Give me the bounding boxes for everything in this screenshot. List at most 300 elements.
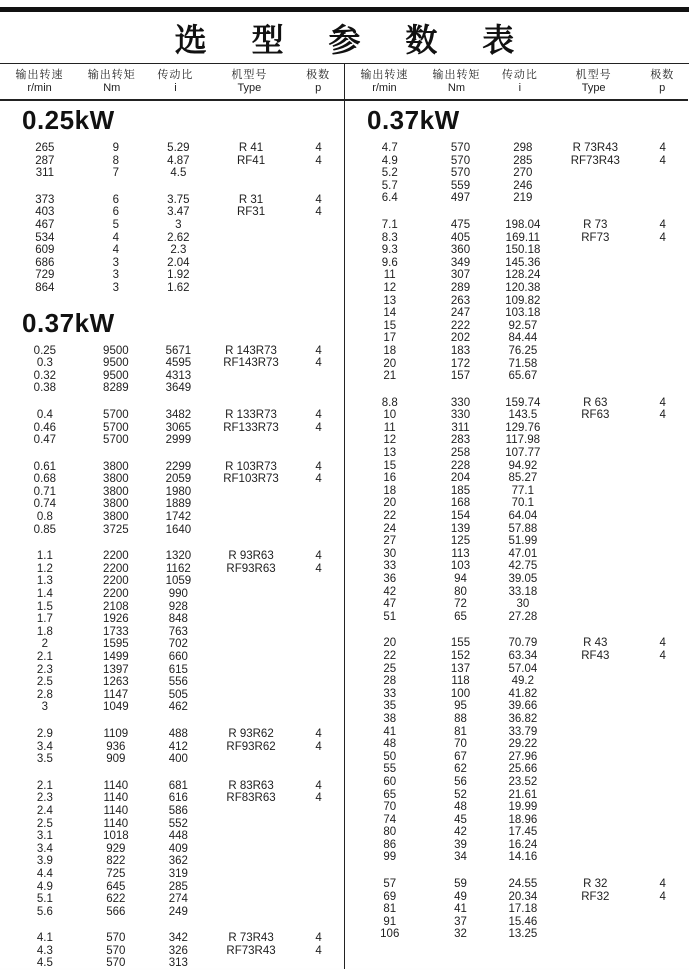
- cell-type: [209, 830, 294, 843]
- cell-poles: 4: [659, 637, 666, 650]
- cell-poles: [637, 851, 688, 864]
- cell-poles: 4: [315, 154, 322, 167]
- cell-ratio: 64.04: [508, 510, 538, 523]
- cell-poles: [293, 167, 344, 180]
- table-row: [351, 650, 688, 663]
- cell-type: [209, 498, 294, 511]
- table-row: [351, 320, 688, 333]
- cell-speed: 0.32: [33, 369, 57, 382]
- cell-speed: 11: [383, 269, 396, 282]
- cell-torque: 8: [112, 154, 120, 167]
- cell-speed: 0.74: [33, 498, 57, 511]
- cell-speed: 33: [383, 560, 397, 573]
- cell-torque: 570: [106, 957, 126, 970]
- cell-type: [553, 434, 637, 447]
- cell-ratio: 103.18: [505, 307, 541, 320]
- cell-ratio: 4595: [165, 357, 192, 370]
- cell-torque: 65: [454, 610, 467, 623]
- cell-ratio: 274: [168, 893, 188, 906]
- cell-type: [553, 663, 637, 676]
- cell-ratio: 2.62: [167, 231, 190, 244]
- cell-type: R 93R63: [228, 550, 274, 563]
- col-header-type: [206, 68, 292, 95]
- cell-type: [209, 843, 294, 856]
- cell-speed: 15: [383, 459, 397, 472]
- cell-type: [553, 789, 637, 802]
- cell-torque: 154: [450, 510, 471, 523]
- table-row: [6, 498, 344, 511]
- cell-type: [553, 358, 637, 371]
- cell-torque: 3800: [103, 498, 129, 511]
- section-heading: 0.37kW: [22, 307, 115, 338]
- cell-torque: 1018: [103, 830, 129, 843]
- cell-type: [553, 928, 637, 941]
- cell-poles: 4: [659, 154, 666, 167]
- cell-torque: 570: [450, 154, 471, 167]
- table-row: [351, 826, 688, 839]
- cell-ratio: 5671: [165, 344, 192, 357]
- cell-speed: 4.5: [36, 957, 53, 970]
- table-row: [351, 789, 688, 802]
- cell-torque: 1140: [103, 817, 129, 830]
- cell-poles: [637, 675, 688, 688]
- cell-poles: [637, 497, 688, 510]
- cell-torque: 566: [106, 905, 126, 918]
- cell-poles: [293, 601, 344, 614]
- cell-ratio: 4.5: [170, 167, 187, 180]
- cell-speed: 609: [35, 244, 55, 257]
- cell-torque: 5700: [103, 421, 129, 434]
- cell-speed: 8.3: [381, 231, 398, 244]
- cell-poles: [293, 906, 344, 919]
- cell-speed: 55: [383, 763, 397, 776]
- table-row: [351, 460, 688, 473]
- cell-ratio: 129.76: [505, 421, 541, 434]
- cell-type: R 133R73: [225, 408, 277, 421]
- cell-speed: 28: [383, 675, 397, 688]
- cell-torque: 3800: [103, 485, 129, 498]
- cell-type: RF32: [581, 890, 610, 903]
- cell-type: [209, 881, 294, 894]
- type-unit: Type: [237, 82, 262, 94]
- table-row: [6, 868, 344, 881]
- cell-type: [209, 244, 294, 257]
- cell-ratio: 145.36: [505, 256, 541, 269]
- cell-poles: 4: [315, 779, 322, 792]
- cell-ratio: 42.75: [508, 560, 538, 573]
- speed-unit: r/min: [372, 82, 397, 94]
- cell-ratio: 1742: [165, 511, 192, 524]
- cell-ratio: 362: [168, 855, 188, 868]
- cell-poles: [637, 663, 688, 676]
- cell-torque: 258: [450, 447, 471, 460]
- table-row: [6, 257, 344, 270]
- cell-type: [553, 814, 637, 827]
- cell-ratio: 1059: [165, 575, 192, 588]
- cell-type: R 31: [238, 193, 264, 206]
- poles-label: 极数: [306, 69, 331, 81]
- cell-poles: 4: [315, 206, 322, 219]
- cell-torque: 1109: [103, 727, 129, 740]
- cell-torque: 289: [450, 281, 471, 294]
- cell-speed: 0.4: [36, 408, 53, 421]
- cell-type: [553, 535, 637, 548]
- table-row: [6, 701, 344, 714]
- cell-ratio: 20.34: [508, 890, 538, 903]
- cell-type: [553, 244, 637, 257]
- table-row: [351, 397, 688, 410]
- cell-type: [553, 460, 637, 473]
- cell-ratio: 505: [168, 688, 188, 701]
- cell-type: [209, 167, 294, 180]
- cell-type: [553, 763, 637, 776]
- cell-type: [209, 957, 294, 970]
- cell-ratio: 219: [513, 192, 533, 205]
- row-group: [6, 409, 344, 447]
- cell-ratio: 159.74: [505, 396, 541, 409]
- cell-speed: 3.9: [36, 855, 53, 868]
- cell-poles: [637, 370, 688, 383]
- cell-type: [209, 818, 294, 831]
- cell-torque: 45: [454, 813, 467, 826]
- table-row: [6, 370, 344, 383]
- cell-type: [209, 434, 294, 447]
- cell-speed: 1.2: [36, 562, 53, 575]
- cell-poles: [293, 805, 344, 818]
- cell-type: [209, 382, 294, 395]
- cell-torque: 3800: [103, 511, 129, 524]
- cell-ratio: 27.28: [508, 610, 538, 623]
- cell-poles: 4: [315, 740, 322, 753]
- cell-poles: [293, 676, 344, 689]
- cell-speed: 21: [383, 370, 397, 383]
- cell-torque: 3: [112, 281, 120, 294]
- table-body-left: [0, 106, 344, 970]
- table-body-right: [345, 106, 688, 941]
- cell-speed: 1.4: [36, 588, 53, 601]
- cell-type: RF93R62: [226, 740, 276, 753]
- table-row: [6, 893, 344, 906]
- cell-speed: 22: [383, 510, 397, 523]
- cell-torque: 185: [450, 484, 471, 497]
- cell-speed: 7.1: [381, 218, 398, 231]
- cell-ratio: 109.82: [505, 294, 541, 307]
- cell-speed: 17: [383, 332, 397, 345]
- table-row: [6, 563, 344, 576]
- cell-ratio: 615: [168, 663, 188, 676]
- cell-speed: 373: [35, 193, 55, 206]
- cell-poles: [637, 447, 688, 460]
- cell-speed: 4.9: [381, 154, 398, 167]
- cell-poles: [637, 332, 688, 345]
- row-group: [351, 219, 688, 383]
- cell-ratio: 448: [168, 830, 188, 843]
- cell-poles: [637, 422, 688, 435]
- cell-ratio: 285: [513, 154, 533, 167]
- cell-speed: 42: [383, 585, 397, 598]
- cell-type: [553, 497, 637, 510]
- cell-ratio: 107.77: [505, 447, 541, 460]
- cell-torque: 3725: [103, 523, 129, 536]
- table-row: [6, 830, 344, 843]
- cell-poles: [293, 855, 344, 868]
- table-row: [351, 598, 688, 611]
- cell-poles: [293, 818, 344, 831]
- cell-torque: 4: [112, 244, 120, 257]
- cell-ratio: 65.67: [508, 370, 538, 383]
- cell-speed: 65: [383, 788, 397, 801]
- cell-speed: 3.4: [36, 842, 53, 855]
- cell-poles: [293, 269, 344, 282]
- table-row: [351, 713, 688, 726]
- table-row: [6, 945, 344, 958]
- cell-poles: 4: [659, 231, 666, 244]
- cell-poles: 4: [315, 792, 322, 805]
- cell-speed: 9.6: [381, 256, 398, 269]
- cell-type: [553, 332, 637, 345]
- row-group: [6, 550, 344, 714]
- cell-speed: 2.5: [36, 676, 53, 689]
- cell-type: [209, 257, 294, 270]
- cell-type: [209, 575, 294, 588]
- cell-speed: 91: [383, 915, 397, 928]
- table-area: [0, 63, 689, 969]
- cell-torque: 936: [106, 740, 126, 753]
- cell-ratio: 57.88: [508, 522, 538, 535]
- table-row: [351, 523, 688, 536]
- table-row: [351, 637, 688, 650]
- cell-ratio: 928: [168, 600, 188, 613]
- type-label: 机型号: [231, 69, 268, 81]
- table-row: [351, 345, 688, 358]
- row-group: [351, 878, 688, 941]
- cell-poles: [637, 763, 688, 776]
- cell-type: [209, 868, 294, 881]
- cell-type: [553, 851, 637, 864]
- cell-torque: 204: [450, 472, 471, 485]
- table-row: [351, 409, 688, 422]
- cell-speed: 5.1: [36, 893, 53, 906]
- cell-speed: 48: [383, 738, 397, 751]
- cell-type: R 63: [583, 396, 608, 409]
- cell-type: [553, 510, 637, 523]
- cell-torque: 360: [450, 244, 471, 257]
- cell-poles: 4: [315, 408, 322, 421]
- cell-poles: [637, 269, 688, 282]
- cell-speed: 729: [35, 269, 55, 282]
- cell-speed: 0.8: [36, 511, 53, 524]
- cell-ratio: 2299: [165, 460, 192, 473]
- ratio-label: 传动比: [157, 69, 194, 81]
- cell-ratio: 19.99: [508, 801, 538, 814]
- cell-ratio: 763: [168, 625, 188, 638]
- cell-poles: [637, 573, 688, 586]
- cell-ratio: 319: [168, 867, 188, 880]
- col-header-ratio: [489, 68, 551, 95]
- cell-torque: 5700: [103, 434, 129, 447]
- cell-poles: [637, 713, 688, 726]
- table-row: [351, 232, 688, 245]
- ratio-unit: i: [174, 82, 177, 94]
- cell-speed: 6.4: [381, 192, 398, 205]
- cell-poles: [637, 560, 688, 573]
- cell-speed: 30: [383, 547, 397, 560]
- poles-unit: p: [315, 82, 322, 94]
- cell-torque: 72: [454, 598, 467, 611]
- cell-type: [209, 805, 294, 818]
- cell-torque: 3: [112, 269, 120, 282]
- cell-torque: 5: [112, 218, 120, 231]
- table-row: [6, 357, 344, 370]
- cell-torque: 1147: [103, 688, 129, 701]
- cell-torque: 137: [450, 662, 471, 675]
- cell-ratio: 47.01: [508, 547, 538, 560]
- cell-ratio: 1889: [165, 498, 192, 511]
- cell-torque: 497: [450, 192, 471, 205]
- cell-torque: 42: [454, 826, 467, 839]
- cell-ratio: 285: [168, 880, 188, 893]
- table-row: [351, 180, 688, 193]
- cell-poles: [293, 689, 344, 702]
- table-left-half: [0, 64, 344, 969]
- section-heading: 0.37kW: [367, 105, 460, 135]
- cell-poles: [293, 957, 344, 970]
- table-row: [6, 486, 344, 499]
- cell-speed: 0.46: [33, 421, 57, 434]
- cell-speed: 2.8: [36, 688, 53, 701]
- table-row: [6, 676, 344, 689]
- cell-poles: [637, 548, 688, 561]
- cell-speed: 0.71: [33, 485, 57, 498]
- cell-torque: 34: [454, 851, 467, 864]
- cell-type: [209, 638, 294, 651]
- type-label: 机型号: [575, 69, 612, 81]
- cell-speed: 57: [383, 878, 397, 891]
- table-row: [351, 751, 688, 764]
- column-header-right: [345, 64, 688, 101]
- cell-torque: 4: [112, 231, 120, 244]
- cell-ratio: 2.04: [167, 256, 190, 269]
- cell-ratio: 1.92: [167, 269, 190, 282]
- torque-label: 输出转矩: [432, 69, 481, 81]
- cell-torque: 1733: [103, 625, 129, 638]
- cell-type: R 83R63: [228, 779, 274, 792]
- cell-poles: [637, 345, 688, 358]
- cell-poles: [293, 382, 344, 395]
- cell-ratio: 270: [513, 167, 533, 180]
- cell-type: [209, 651, 294, 664]
- poles-unit: p: [659, 82, 666, 94]
- cell-poles: 4: [315, 562, 322, 575]
- cell-speed: 18: [383, 344, 397, 357]
- table-row: [351, 586, 688, 599]
- cell-torque: 725: [106, 867, 126, 880]
- table-row: [6, 638, 344, 651]
- table-row: [6, 957, 344, 970]
- cell-ratio: 246: [513, 179, 533, 192]
- cell-ratio: 39.05: [508, 573, 538, 585]
- cell-ratio: 1640: [165, 523, 192, 536]
- cell-ratio: 5.29: [167, 142, 190, 154]
- cell-torque: 1595: [103, 638, 129, 651]
- cell-type: [209, 219, 294, 232]
- cell-speed: 12: [383, 281, 397, 294]
- ratio-unit: i: [518, 82, 522, 94]
- cell-torque: 822: [106, 855, 126, 868]
- table-row: [6, 461, 344, 474]
- cell-poles: 4: [659, 409, 666, 422]
- cell-ratio: 17.18: [508, 903, 538, 916]
- cell-type: [553, 167, 637, 180]
- table-row: [351, 167, 688, 180]
- cell-speed: 0.38: [33, 382, 57, 395]
- table-row: [6, 664, 344, 677]
- table-row: [351, 916, 688, 929]
- cell-speed: 1.3: [36, 575, 53, 588]
- cell-ratio: 51.99: [508, 535, 538, 548]
- table-row: [351, 332, 688, 345]
- table-row: [6, 194, 344, 207]
- cell-poles: 4: [315, 344, 322, 357]
- cell-ratio: 1.62: [167, 281, 190, 294]
- cell-poles: [293, 651, 344, 664]
- row-group: [351, 142, 688, 205]
- cell-torque: 67: [454, 750, 467, 763]
- row-group: [6, 780, 344, 919]
- cell-ratio: 3: [175, 218, 182, 231]
- table-row: [351, 891, 688, 904]
- cell-type: RF73R43: [226, 944, 276, 957]
- cell-poles: [637, 167, 688, 180]
- table-row: [6, 206, 344, 219]
- table-row: [6, 409, 344, 422]
- cell-speed: 99: [383, 851, 397, 864]
- cell-poles: [637, 257, 688, 270]
- col-header-poles: [637, 68, 688, 95]
- cell-speed: 20: [383, 357, 397, 370]
- cell-poles: 4: [659, 142, 666, 154]
- col-header-torque: [79, 68, 144, 95]
- cell-poles: [293, 613, 344, 626]
- cell-speed: 0.68: [33, 473, 57, 486]
- table-row: [351, 434, 688, 447]
- cell-ratio: 23.52: [508, 775, 538, 788]
- cell-type: RF31: [236, 206, 266, 219]
- col-header-torque: [424, 68, 489, 95]
- page-title: 选 型 参 数 表: [174, 22, 533, 58]
- cell-type: [209, 893, 294, 906]
- table-row: [351, 726, 688, 739]
- cell-poles: 4: [315, 421, 322, 434]
- cell-torque: 183: [450, 344, 471, 357]
- row-group: [6, 345, 344, 395]
- cell-poles: [293, 511, 344, 524]
- cell-poles: [637, 460, 688, 473]
- cell-torque: 570: [450, 142, 471, 154]
- cell-torque: 139: [450, 522, 471, 535]
- cell-ratio: 128.24: [505, 269, 541, 282]
- cell-type: [209, 588, 294, 601]
- cell-speed: 5.2: [381, 167, 398, 180]
- table-row: [6, 244, 344, 257]
- cell-speed: 686: [35, 256, 55, 269]
- table-row: [6, 906, 344, 919]
- table-row: [6, 434, 344, 447]
- cell-ratio: 70.79: [508, 637, 538, 650]
- cell-ratio: 313: [168, 957, 188, 970]
- cell-ratio: 30: [516, 598, 530, 611]
- cell-poles: [293, 893, 344, 906]
